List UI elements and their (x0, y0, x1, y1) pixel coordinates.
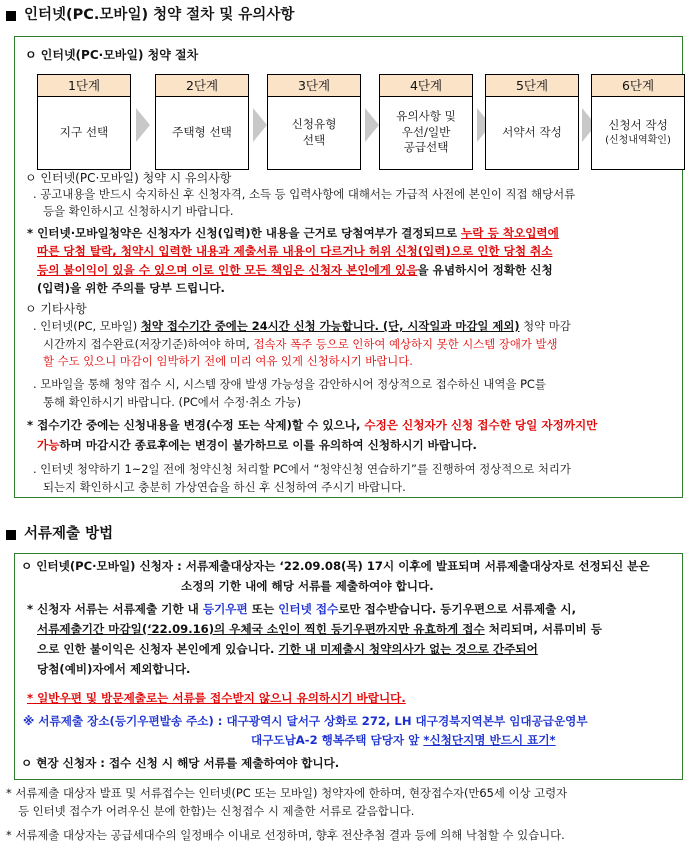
procedure-steps (37, 74, 671, 170)
step-number: 2단계 (156, 75, 248, 97)
step-label: 지구 선택 (59, 124, 109, 139)
section-title-document-submission (6, 524, 113, 546)
text-line: . 인터넷 청약하기 1~2일 전에 청약신청 처리할 PC에서 “청약신청 연습하기”를 진행하여 정상적으로 처리가 (33, 462, 571, 476)
text-span: * 신청자 서류는 서류제출 기한 내 (27, 602, 203, 616)
text-line: * 서류제출 대상자 발표 및 서류접수는 인터넷(PC 또는 모바일) 청약자에 한하며, 현장접수자(만65세 이상 고령자 (6, 786, 568, 800)
document-submission-box (14, 553, 683, 780)
text-line: * 서류제출 대상자는 공급세대수의 일정배수 이내로 선정하며, 향후 전산추첨 결과 등에 의해 낙첨할 수 있습니다. (6, 828, 565, 842)
step-1 (37, 74, 131, 170)
highlight-text: 인터넷 접수 (278, 602, 339, 616)
highlight-text: 접속자 폭주 등으로 인하여 예상하지 못한 시스템 장애가 발생 (253, 336, 558, 351)
caution-heading: ㅇ 인터넷(PC·모바일) 청약 시 유의사항 (25, 171, 232, 185)
highlight-text: 누락 등 착오입력에 (461, 226, 559, 240)
square-bullet-icon (6, 530, 16, 540)
text-line: 당첨(예비)자에서 제외합니다. (37, 661, 191, 676)
text-span: 로만 접수받습니다. 등기우편으로 서류제출 시, (338, 602, 576, 616)
step-label: 주택형 선택 (172, 124, 232, 139)
text-line: 등 인터넷 접수가 어려우신 분에 한함)는 신청접수 시 제출한 서류로 갈음합니다. (18, 803, 415, 818)
step-6 (591, 74, 685, 170)
step-number: 1단계 (38, 75, 130, 97)
text-span: 을 유념하시어 정확한 신청 (417, 262, 553, 277)
text-span: 또는 (247, 602, 279, 616)
online-applicant-note (21, 557, 676, 597)
highlight-text: 따른 당첨 탈락, 청약시 입력한 내용과 제출서류 내용이 다르거나 허위 신청(입력)으로 인한 당첨 취소 (37, 244, 553, 259)
footnote-2 (6, 827, 686, 845)
etc-item-1 (33, 318, 675, 371)
highlight-text: 가능 (37, 438, 60, 453)
caution-item-1 (33, 186, 673, 220)
submission-place (23, 712, 678, 750)
text-line: (입력)을 위한 주의를 당부 드립니다. (37, 280, 225, 295)
footnote-1 (6, 785, 686, 820)
text-line: 소정의 기한 내에 해당 서류를 제출하여야 합니다. (181, 578, 434, 593)
text-line: 되는지 확인하시고 충분히 가상연습을 하신 후 신청하여 주시기 바랍니다. (43, 480, 406, 495)
highlight-text: *신청단지명 반드시 표기* (423, 733, 556, 748)
step-label: 서약서 작성 (502, 124, 562, 139)
section-title-text: 인터넷(PC.모바일) 청약 절차 및 유의사항 (24, 7, 295, 23)
section-title-text: 서류제출 방법 (24, 526, 114, 542)
highlight-text: 청약 접수기간 중에는 24시간 신청 가능합니다. (단, 시작일과 마감일 제외) (140, 319, 520, 333)
step-label-sub: (신청내역확인) (605, 134, 671, 146)
highlight-text: 등기우편 (202, 602, 248, 616)
step-label: 신청유형 선택 (291, 116, 337, 147)
highlight-text: 서류제출기간 마감일(‘22.09.16)의 우체국 소인이 찍힌 등기우편까지만 유효하게 접수 (37, 621, 485, 636)
text-line: . 모바일을 통해 청약 접수 시, 시스템 장애 발생 가능성을 감안하시어 정상적으로 접수하신 내역을 PC를 (33, 377, 546, 391)
arrow-right-icon (253, 108, 267, 142)
square-bullet-icon (6, 11, 16, 21)
highlight-text: 할 수도 있으니 마감이 임박하기 전에 미리 여유 있게 신청하시기 바랍니다. (43, 354, 413, 369)
text-line: 통해 확인하시기 바랍니다. (PC에서 수정·취소 가능) (43, 394, 302, 409)
text-span: 으로 인한 불이익은 신청자 본인에게 있습니다. (37, 641, 279, 656)
step-4 (379, 74, 473, 170)
step-label (592, 97, 684, 168)
text-span: . 인터넷(PC, 모바일) (33, 319, 141, 333)
step-label: 유의사항 및 우선/일반 공급선택 (396, 109, 456, 155)
etc-item-4 (33, 460, 675, 497)
onsite-applicant-note: ㅇ 현장 신청자 : 접수 신청 시 해당 서류를 제출하여야 합니다. (21, 756, 340, 770)
online-application-box (14, 36, 683, 498)
step-number: 4단계 (380, 75, 472, 97)
text-line: ※ 서류제출 장소(등기우편발송 주소) : 대구광역시 달서구 상화로 272, LH 대구경북지역본부 임대공급운영부 (23, 714, 588, 728)
procedure-heading: ㅇ 인터넷(PC·모바일) 청약 절차 (25, 48, 199, 62)
arrow-right-icon (136, 108, 150, 142)
text-line: ㅇ 인터넷(PC·모바일) 신청자 : 서류제출대상자는 ‘22.09.08(목) 17시 이후에 발표되며 서류제출대상자로 선정되신 분은 (21, 559, 650, 573)
text-span: 하며 마감시간 종료후에는 변경이 불가하므로 이를 유의하여 신청하시기 바랍니다. (59, 438, 477, 453)
etc-heading: ㅇ 기타사항 (25, 302, 87, 316)
text-span: 처리되며, 서류미비 등 (484, 621, 602, 636)
arrow-right-icon (365, 108, 379, 142)
text-line: 등을 확인하시고 신청하시기 바랍니다. (43, 204, 234, 219)
etc-item-2 (33, 376, 675, 411)
text-span: 대구도남A-2 행복주택 담당자 앞 (251, 733, 424, 748)
warning-note: * 일반우편 및 방문제출로는 서류를 접수받지 않으니 유의하시기 바랍니다. (27, 691, 406, 705)
section-title-online-application (6, 5, 294, 27)
text-span: * 인터넷·모바일청약은 신청자가 신청(입력)한 내용을 근거로 당첨여부가 결정되므로 (27, 226, 462, 240)
text-line: . 공고내용을 반드시 숙지하신 후 신청자격, 소득 등 입력사항에 대해서는 가급적 사전에 본인이 직접 해당서류 (33, 187, 576, 201)
document-rules (27, 600, 677, 680)
step-label-main: 신청서 작성 (608, 117, 668, 132)
highlight-text: 기한 내 미제출시 청약의사가 없는 것으로 간주되어 (278, 641, 538, 656)
caution-item-2 (27, 224, 675, 297)
step-number: 6단계 (592, 75, 684, 97)
etc-item-3 (27, 415, 675, 456)
highlight-text: 등의 불이익이 있을 수 있으며 이로 인한 모든 책임은 신청자 본인에게 있음 (37, 262, 418, 277)
text-span: * 접수기간 중에는 신청내용을 변경(수정 또는 삭제)할 수 있으나, (27, 418, 365, 432)
text-span: 시간까지 접수완료(저장기준)하여야 하며, (43, 336, 254, 351)
text-span: 청약 마감 (519, 319, 571, 333)
step-3 (267, 74, 361, 170)
highlight-text: 수정은 신청자가 신청 접수한 당일 자정까지만 (364, 418, 598, 432)
step-5 (485, 74, 579, 170)
step-number: 3단계 (268, 75, 360, 97)
step-2 (155, 74, 249, 170)
step-number: 5단계 (486, 75, 578, 97)
